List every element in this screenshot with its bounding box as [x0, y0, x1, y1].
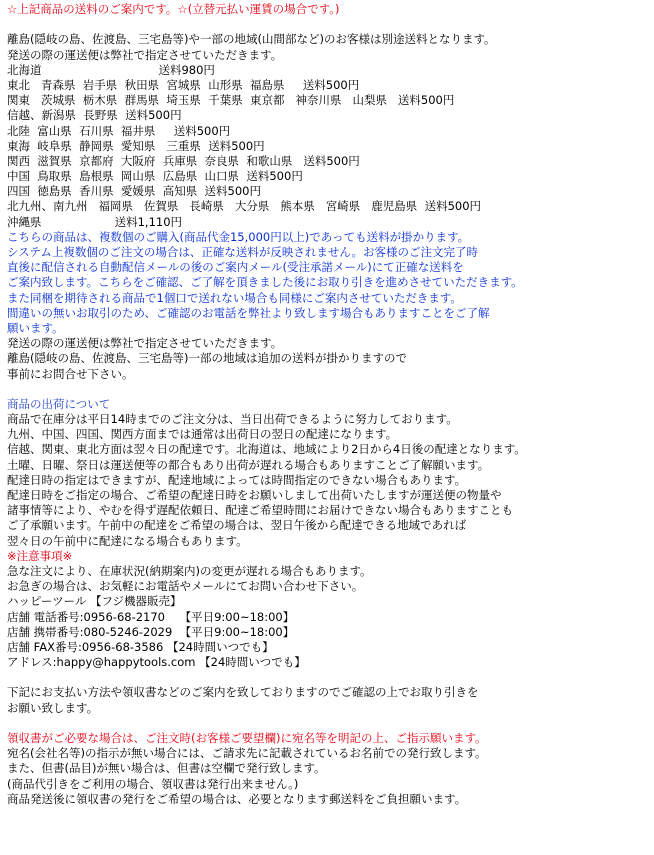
receipt-line: 商品発送後に領収書の発行をご希望の場合は、必要となります郵送料をご負担願います。: [7, 791, 467, 806]
shipping-line: 土曜、日曜、祭日は運送便等の都合もあり出荷が遅れる場合もありますことご了解願います。: [7, 457, 490, 472]
shipping-line: 諸事情等により、やむを得ず遅配依頼日、配達ご希望時間にお届けできない場合もありますことも: [7, 503, 513, 518]
receipt-heading: 領収書がご必要な場合は、ご注文時(お客様ご要望欄)に宛名等を明記の上、ご指示願います。: [7, 731, 487, 745]
payment-line: お願い致します。: [7, 700, 99, 715]
shipping-section: [7, 397, 647, 549]
receipt-line: また、但書(品目)が無い場合は、但書は空欄で発行致します。: [7, 761, 326, 776]
notice-line: システム上複数個のご注文の場合は、正確な送料が反映されません。お客様のご注文完了時: [7, 245, 479, 259]
notice-line: ご案内致します。こちらをご確認、ご了解を頂きました後にお取り引きを進めさせていただきます。: [7, 275, 523, 290]
shipping-line: ご了承願います。午前中の配達をご希望の場合は、翌日午後から配達できる地域であれば: [7, 518, 467, 533]
shipping-section-heading: 商品の出荷について: [7, 396, 111, 411]
carrier-line: 事前にお問合せ下さい。: [7, 366, 134, 381]
notice-line: また同梱を期待される商品で1個口で送れない場合も同様にご案内させていただきます。: [7, 290, 462, 305]
notice-line: 願います。: [7, 320, 64, 335]
company-name: ハッピーツール 【フジ機器販売】: [7, 594, 182, 609]
rate-row: 関東 茨城県 栃木県 群馬県 埼玉県 千葉県 東京都 神奈川県 山梨県 送料500円: [7, 93, 455, 108]
spacer: [7, 716, 647, 731]
rate-row: 東北 青森県 岩手県 秋田県 宮城県 山形県 福島県 送料500円: [7, 77, 360, 92]
rate-row: 四国 徳島県 香川県 愛媛県 高知県 送料500円: [7, 184, 262, 199]
rate-row: 関西 滋賀県 京都府 大阪府 兵庫県 奈良県 和歌山県 送料500円: [7, 153, 360, 168]
shipping-line: 配達日時をご指定の場合、ご希望の配達日時をお願いしまして出荷いたしますが運送便の物量や: [7, 488, 502, 502]
shipping-info-header: ☆上記商品の送料のご案内です。☆(立替元払い運賃の場合です。): [7, 2, 340, 16]
shipping-line: 商品で在庫分は平日14時までのご注文分は、当日出荷できるように努力しております。: [7, 412, 458, 427]
carrier-block: [7, 336, 647, 382]
rate-row: 沖縄県 送料1,110円: [7, 214, 183, 229]
rate-row: 北九州、南九州 福岡県 佐賀県 長崎県 大分県 熊本県 宮崎県 鹿児島県 送料500円: [7, 199, 482, 214]
shipping-line: 配達日時の指定はできますが、配達地域によっては時間指定のできない場合もあります。: [7, 472, 467, 487]
notice-line: 直後に配信される自動配信メールの後のご案内メール(受注承諾メール)にて正確な送料を: [7, 260, 464, 275]
notes-heading: ※注意事項※: [7, 548, 73, 563]
receipt-line: 宛名(会社名等)の指示が無い場合には、ご請求先に記載されているお名前での発行致します。: [7, 746, 487, 761]
receipt-section: [7, 731, 647, 807]
rate-row: 北海道 送料980円: [7, 62, 215, 77]
store-phone[interactable]: 店舗 電話番号:0956-68-2170 【平日9:00~18:00】: [7, 609, 295, 624]
store-email[interactable]: アドレス:happy@happytools.com 【24時間いつでも】: [7, 655, 306, 670]
store-fax: 店舗 FAX番号:0956-68-3586 【24時間いつでも】: [7, 639, 274, 654]
notes-line: お急ぎの場合は、お気軽にお電話やメールにてお問い合わせ下さい。: [7, 579, 364, 594]
notes-line: 急な注文により、在庫状況(納期案内)の変更が遅れる場合もあります。: [7, 563, 372, 578]
spacer: [7, 670, 647, 685]
rate-row: 中国 鳥取県 島根県 岡山県 広島県 山口県 送料500円: [7, 169, 303, 184]
shipping-rate-list: [7, 63, 647, 230]
spacer: [7, 17, 647, 32]
rate-row: 信越、新潟県 長野県 送料500円: [7, 108, 182, 123]
multi-order-notice: [7, 230, 647, 336]
payment-notice: [7, 685, 647, 715]
payment-line: 下記にお支払い方法や領収書などのご案内を致しておりますのでご確認の上でお取り引きを: [7, 685, 479, 700]
carrier-line: 発送の際の運送便は弊社で指定させていただきます。: [7, 336, 283, 351]
rate-row: 東海 岐阜県 静岡県 愛知県 三重県 送料500円: [7, 138, 265, 153]
contact-block: [7, 594, 647, 670]
rate-row: 北陸 富山県 石川県 福井県 送料500円: [7, 123, 231, 138]
shipping-line: 九州、中国、四国、関西方面までは通常は出荷日の翌日の配達になります。: [7, 427, 398, 442]
store-mobile[interactable]: 店舗 携帯番号:080-5246-2029 【平日9:00~18:00】: [7, 624, 295, 639]
notice-line: 間違いの無いお取引のため、ご確認のお電話を弊社より致します場合もありますことをご了解: [7, 305, 490, 320]
shipping-line: 翌々日の午前中に配達になる場合もあります。: [7, 533, 248, 548]
remote-area-notice: 離島(隠岐の島、佐渡島、三宅島等)や一部の地域(山間部など)のお客様は別途送料となります。: [7, 32, 496, 47]
notes-section: [7, 549, 647, 595]
carrier-line: 離島(隠岐の島、佐渡島、三宅島等)一部の地域は追加の送料が掛かりますので: [7, 351, 407, 366]
receipt-line: (商品代引きをご利用の場合、領収書は発行出来ません。): [7, 776, 299, 791]
notice-line: こちらの商品は、複数個のご購入(商品代金15,000円以上)であっても送料が掛かります。: [7, 229, 470, 244]
carrier-notice: 発送の際の運送便は弊社で指定させていただきます。: [7, 47, 283, 62]
spacer: [7, 382, 647, 397]
shipping-line: 信越、関東、東北方面は翌々日の配達です。北海道は、地域により2日から4日後の配達となります。: [7, 442, 526, 457]
